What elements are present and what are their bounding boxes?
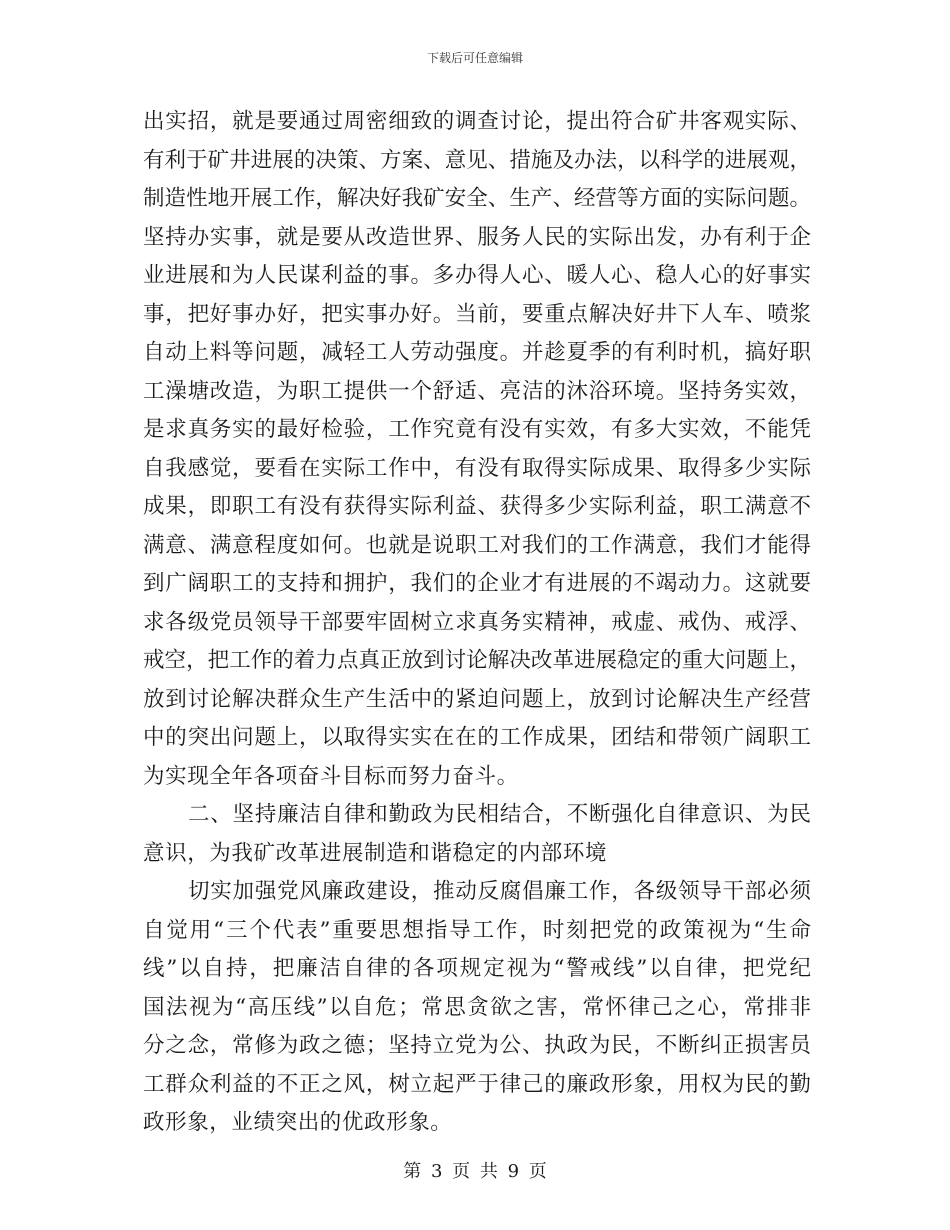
body-line: 放到讨论解决群众生产生活中的紧迫问题上，放到讨论解决生产经营 bbox=[143, 686, 811, 712]
body-line: 自觉用“三个代表”重要思想指导工作，时刻把党的政策视为“生命 bbox=[143, 917, 811, 943]
body-line: 坚持办实事，就是要从改造世界、服务人民的实际出发，办有利于企 bbox=[143, 224, 811, 250]
document-body bbox=[143, 103, 811, 1143]
body-line: 制造性地开展工作，解决好我矿安全、生产、经营等方面的实际问题。 bbox=[143, 186, 811, 211]
body-line: 自我感觉，要看在实际工作中，有没有取得实际成果、取得多少实际 bbox=[143, 455, 811, 481]
body-line: 出实招，就是要通过周密细致的调查讨论，提出符合矿井客观实际、 bbox=[143, 109, 811, 134]
body-line: 业进展和为人民谋利益的事。多办得人心、暖人心、稳人心的好事实 bbox=[143, 263, 811, 288]
body-line: 分之念，常修为政之德；坚持立党为公、执政为民，不断纠正损害员 bbox=[143, 1033, 811, 1058]
body-line: 有利于矿井进展的决策、方案、意见、措施及办法，以科学的进展观， bbox=[143, 147, 811, 173]
section-heading-line: 意识，为我矿改革进展制造和谐稳定的内部环境 bbox=[143, 840, 608, 866]
body-line: 政形象，业绩突出的优政形象。 bbox=[143, 1110, 453, 1135]
body-line: 求各级党员领导干部要牢固树立求真务实精神，戒虚、戒伪、戒浮、 bbox=[143, 609, 811, 635]
body-line: 自动上料等问题，减轻工人劳动强度。并趁夏季的有利时机，搞好职 bbox=[143, 340, 811, 365]
body-line: 是求真务实的最好检验，工作究竟有没有实效，有多大实效，不能凭 bbox=[143, 417, 811, 442]
body-line: 国法视为“高压线”以自危；常思贪欲之害，常怀律己之心，常排非 bbox=[143, 994, 811, 1020]
body-line: 线”以自持，把廉洁自律的各项规定视为“警戒线”以自律，把党纪 bbox=[143, 956, 811, 981]
section-heading-line: 二、坚持廉洁自律和勤政为民相结合，不断强化自律意识、为民 bbox=[188, 802, 811, 827]
body-line: 工群众利益的不正之风，树立起严于律己的廉政形象，用权为民的勤 bbox=[143, 1071, 811, 1097]
body-line: 成果，即职工有没有获得实际利益、获得多少实际利益，职工满意不 bbox=[143, 494, 811, 519]
page-header: 下载后可任意编辑 bbox=[426, 51, 523, 65]
body-line: 戒空，把工作的着力点真正放到讨论解决改革进展稳定的重大问题上， bbox=[143, 648, 811, 673]
body-line: 到广阔职工的支持和拥护，我们的企业才有进展的不竭动力。这就要 bbox=[143, 571, 811, 596]
body-line: 切实加强党风廉政建设，推动反腐倡廉工作，各级领导干部必须 bbox=[188, 879, 811, 904]
body-line: 中的突出问题上，以取得实实在在的工作成果，团结和带领广阔职工 bbox=[143, 725, 811, 750]
body-line: 为实现全年各项奋斗目标而努力奋斗。 bbox=[143, 763, 519, 789]
body-line: 工澡塘改造，为职工提供一个舒适、亮洁的沐浴环境。坚持务实效， bbox=[143, 378, 811, 404]
body-line: 满意、满意程度如何。也就是说职工对我们的工作满意，我们才能得 bbox=[143, 532, 811, 558]
body-line: 事，把好事办好，把实事办好。当前，要重点解决好井下人车、喷浆 bbox=[143, 301, 811, 327]
page-number: 第 3 页 共 9 页 bbox=[403, 1161, 547, 1182]
